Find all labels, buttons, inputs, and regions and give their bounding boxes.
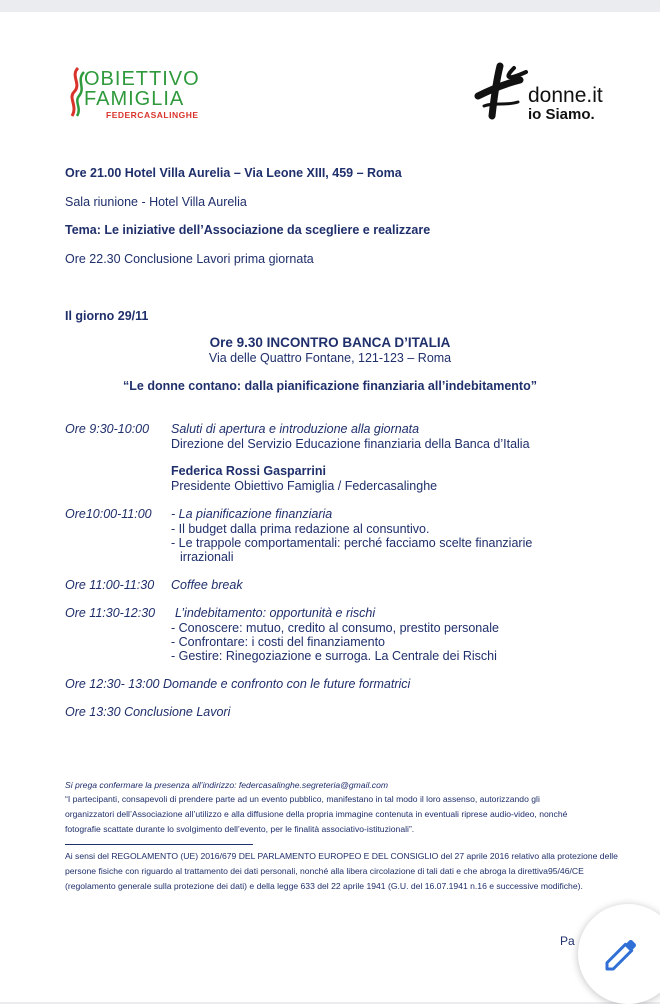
slot2-time: Ore10:00-11:00 xyxy=(65,507,152,521)
slot4-time: Ore 11:30-12:30 xyxy=(65,606,156,620)
footnote-divider xyxy=(65,844,253,845)
donne-it-tagline: io Siamo. xyxy=(528,106,595,123)
day1-time-venue-text: Ore 21.00 Hotel Villa Aurelia – Via Leone XIII, 459 – Roma xyxy=(65,166,402,180)
day1-room: Sala riunione - Hotel Villa Aurelia xyxy=(65,195,247,209)
consent-line1: “I partecipanti, consapevoli di prendere parte ad un evento pubblico, manifestano in tal modo il loro assenso, autorizzando gli xyxy=(65,794,540,804)
logo-line3: FEDERCASALINGHE xyxy=(106,110,199,120)
slot5-text: Ore 12:30- 13:00 Domande e confronto con le future formatrici xyxy=(65,677,411,691)
gdpr-line2: persone fisiche con riguardo al trattamento dei dati personali, nonché alla libera circolazione di tali dati e che abroga la direttiva95/46/CE xyxy=(65,866,584,876)
slot2-title: - La pianificazione finanziaria xyxy=(171,507,333,521)
slot3-time: Ore 11:00-11:30 xyxy=(65,578,155,592)
donne-it-logo xyxy=(470,62,620,126)
slot2-item1: - Il budget dalla prima redazione al consuntivo. xyxy=(171,522,430,536)
slot2-item2a: - Le trappole comportamentali: perché facciamo scelte finanziarie xyxy=(171,536,533,550)
pencil-icon xyxy=(602,934,642,974)
slot1-title: Saluti di apertura e introduzione alla giornata xyxy=(171,422,420,436)
day1-topic: Tema: Le iniziative dell’Associazione da scegliere e realizzare xyxy=(65,223,431,237)
slot1-speaker-role: Presidente Obiettivo Famiglia / Federcasalinghe xyxy=(171,479,438,493)
event-title: Ore 9.30 INCONTRO BANCA D’ITALIA xyxy=(209,335,451,350)
day2-heading: Il giorno 29/11 xyxy=(65,309,149,323)
slot4-title: L’indebitamento: opportunità e rischi xyxy=(175,606,376,620)
slot1-speaker: Federica Rossi Gasparrini xyxy=(171,464,326,478)
slot2-item2b: irrazionali xyxy=(180,550,234,564)
document-page xyxy=(0,12,660,1002)
slot4-item3: - Gestire: Rinegoziazione e surroga. La Centrale dei Rischi xyxy=(171,649,497,663)
slot3-title: Coffee break xyxy=(171,578,243,592)
gdpr-line1: Ai sensi del REGOLAMENTO (UE) 2016/679 DEL PARLAMENTO EUROPEO E DEL CONSIGLIO del 27 aprile 2016 relativo alla protezione delle xyxy=(65,851,618,861)
slot1-line2: Direzione del Servizio Educazione finanziaria della Banca d’Italia xyxy=(171,437,530,451)
slot4-item2: - Confrontare: i costi del finanziamento xyxy=(171,635,385,649)
event-address: Via delle Quattro Fontane, 121-123 – Roma xyxy=(208,351,452,365)
slot1-time: Ore 9:30-10:00 xyxy=(65,422,150,436)
logo-line1: OBIETTIVO xyxy=(84,68,200,90)
day1-time-venue xyxy=(65,166,402,180)
slot4-item1: - Conoscere: mutuo, credito al consumo, prestito personale xyxy=(171,621,499,635)
day1-closing: Ore 22.30 Conclusione Lavori prima giornata xyxy=(65,252,314,266)
logo-line2: FAMIGLIA xyxy=(84,88,185,110)
brush-mark-icon xyxy=(470,62,530,120)
slot6-text: Ore 13:30 Conclusione Lavori xyxy=(65,705,231,719)
consent-line2: organizzatori dell’Associazione all’utilizzo e alla diffusione della propria immagine contenuta in eventuali riprese audio-video, nonché xyxy=(65,809,568,819)
consent-line3: fotografie scattate durante lo svolgimento dell’evento, per le finalità associativo-istituzionali”. xyxy=(65,824,415,834)
obiettivo-famiglia-logo xyxy=(66,64,226,124)
page-label: Pa xyxy=(560,934,575,948)
gdpr-line3: (regolamento generale sulla protezione dei dati) e della legge 633 del 22 aprile 1941 (G.U. del 16.07.1941 n.16 e successive modifiche). xyxy=(65,881,583,891)
donne-it-brand: donne.it xyxy=(528,84,603,107)
event-subtitle: “Le donne contano: dalla pianificazione finanziaria all’indebitamento” xyxy=(123,379,537,393)
rsvp-note: Si prega confermare la presenza all’indirizzo: federcasalinghe.segreteria@gmail.com xyxy=(65,780,389,790)
